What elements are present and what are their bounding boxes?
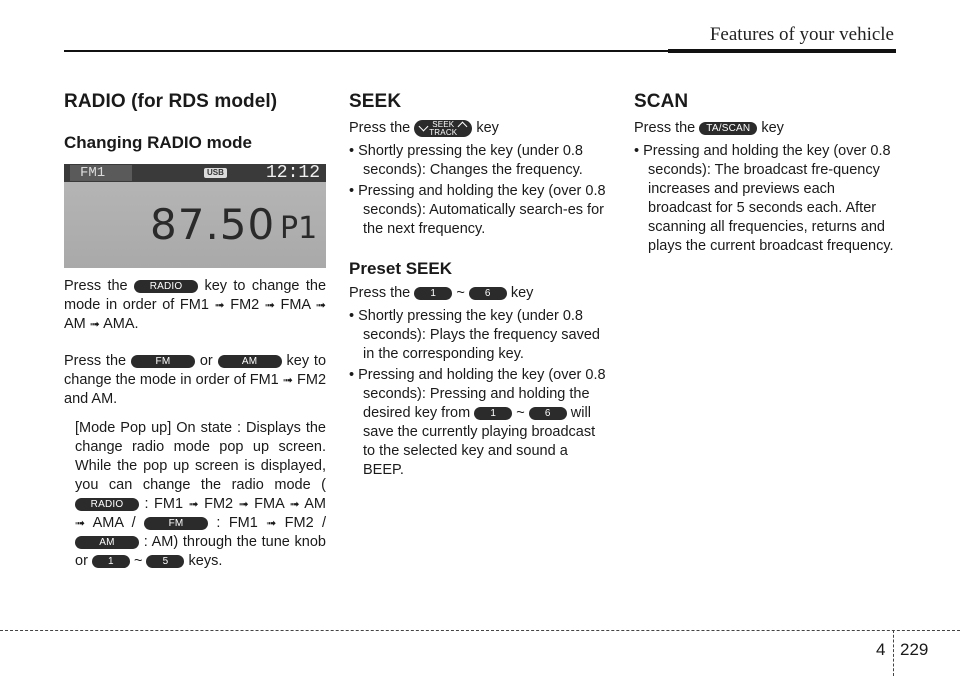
preset-1-key-badge-2: 1 <box>414 287 452 300</box>
section-title-seek: SEEK <box>349 91 402 112</box>
radio-key-badge-2: RADIO <box>75 498 139 511</box>
seek-track-key-badge: SEEK TRACK <box>414 120 472 137</box>
bullet-preset-short: • Shortly pressing the key (under 0.8 seconds): Plays the frequency saved in the corresponding key. <box>349 308 600 362</box>
para-scan-press: Press the TA/SCAN key <box>634 120 784 136</box>
fm-key-badge-2: FM <box>144 517 208 530</box>
preset-1-key-badge-3: 1 <box>474 407 512 420</box>
column-radio-mode <box>64 92 326 571</box>
radio-key-badge: RADIO <box>134 280 198 293</box>
header-rule-thick <box>668 49 896 53</box>
bullet-scan-hold: • Pressing and holding the key (over 0.8 seconds): The broadcast fre-quency increases and previews each broadcast for 5 seconds each. After scanning all frequencies, returns and plays the current broadcast frequency. <box>634 143 894 254</box>
column-seek <box>349 92 611 482</box>
display-band: FM1 <box>70 165 132 181</box>
para-mode-popup: [Mode Pop up] On state : Displays the change radio mode pop up screen. While the pop up screen is displayed, you can change the radio mode (RADIO : FM1 ➟ FM2 ➟ FMA ➟ AM ➟ AMA / FM : FM1 ➟ FM2 / AM : AM) through the tune knob or 1 ~ 5 keys. <box>75 420 327 569</box>
am-key-badge-2: AM <box>75 536 139 549</box>
display-frequency: 87.50 <box>150 200 276 249</box>
preset-5-key-badge: 5 <box>146 555 184 568</box>
bullet-seek-hold: • Pressing and holding the key (over 0.8 seconds): Automatically search-es for the next frequency. <box>349 183 606 237</box>
header-title: Features of your vehicle <box>709 24 894 45</box>
fm-key-badge: FM <box>131 355 195 368</box>
footer-divider <box>893 630 894 676</box>
column-scan <box>634 92 896 258</box>
display-preset: P1 <box>280 211 318 246</box>
subtitle-preset-seek: Preset SEEK <box>349 259 452 278</box>
para-preset-press: Press the 1 ~ 6 key <box>349 285 534 301</box>
section-title-radio: RADIO (for RDS model) <box>64 91 278 112</box>
section-title-scan: SCAN <box>634 91 689 112</box>
am-key-badge: AM <box>218 355 282 368</box>
bullet-preset-hold: • Pressing and holding the key (over 0.8 seconds): Pressing and holding the desired key from 1 ~ 6 will save the currently playing broadcast to the selected key and sound a BEEP. <box>349 367 606 478</box>
para-fm-am-keys: Press the FM or AM key to change the mode in order of FM1 ➟ FM2 and AM. <box>64 353 327 407</box>
ta-scan-key-badge: TA/SCAN <box>699 122 757 135</box>
preset-1-key-badge: 1 <box>92 555 130 568</box>
subtitle-changing-radio-mode: Changing RADIO mode <box>64 133 252 152</box>
para-seek-press: Press the SEEK TRACK key <box>349 120 499 137</box>
page-number: 229 <box>900 640 929 659</box>
para-radio-key: Press the RADIO key to change the mode in order of FM1 ➟ FM2 ➟ FMA ➟ AM ➟ AMA. <box>64 278 327 332</box>
footer-rule <box>0 630 960 631</box>
radio-display-image <box>64 164 326 268</box>
display-usb-badge: USB <box>204 168 227 178</box>
display-clock: 12:12 <box>265 164 320 183</box>
preset-6-key-badge-2: 6 <box>529 407 567 420</box>
chapter-number: 4 <box>876 640 886 659</box>
preset-6-key-badge: 6 <box>469 287 507 300</box>
bullet-seek-short: • Shortly pressing the key (under 0.8 seconds): Changes the frequency. <box>349 143 583 178</box>
